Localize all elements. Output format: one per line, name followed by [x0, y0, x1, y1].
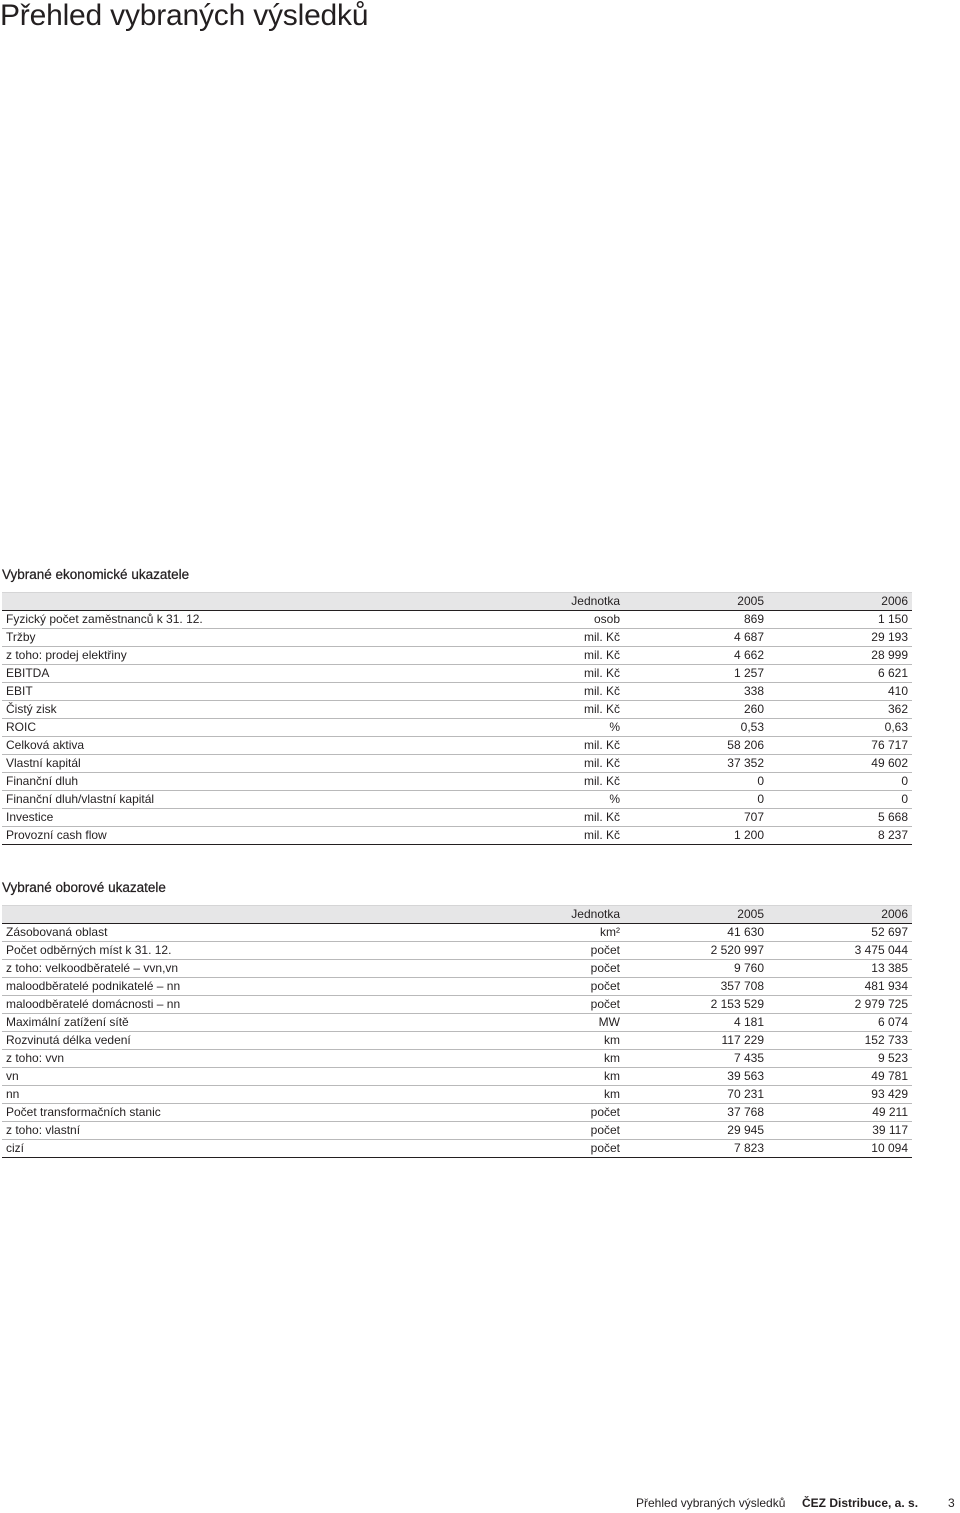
row-value-2005: 70 231 [624, 1086, 768, 1104]
row-unit: mil. Kč [457, 737, 624, 755]
row-value-2005: 0 [624, 773, 768, 791]
row-value-2005: 2 520 997 [624, 942, 768, 960]
row-value-2006: 0 [768, 791, 912, 809]
table-row [2, 773, 912, 791]
row-value-2006: 410 [768, 683, 912, 701]
row-label: Počet odběrných míst k 31. 12. [2, 942, 457, 960]
row-value-2005: 338 [624, 683, 768, 701]
row-label: z toho: prodej elektřiny [2, 647, 457, 665]
row-unit: mil. Kč [457, 827, 624, 845]
industry-indicators-body [2, 924, 912, 1158]
table-row [2, 629, 912, 647]
row-value-2006: 2 979 725 [768, 996, 912, 1014]
economic-indicators-section [2, 566, 912, 845]
row-unit: mil. Kč [457, 755, 624, 773]
row-unit: km [457, 1086, 624, 1104]
row-value-2006: 93 429 [768, 1086, 912, 1104]
row-unit: počet [457, 1104, 624, 1122]
row-value-2006: 76 717 [768, 737, 912, 755]
row-value-2005: 37 768 [624, 1104, 768, 1122]
row-label: Vlastní kapitál [2, 755, 457, 773]
row-value-2005: 869 [624, 611, 768, 629]
row-value-2006: 49 781 [768, 1068, 912, 1086]
row-label: nn [2, 1086, 457, 1104]
row-label: Finanční dluh/vlastní kapitál [2, 791, 457, 809]
row-value-2005: 58 206 [624, 737, 768, 755]
row-value-2006: 5 668 [768, 809, 912, 827]
row-label: maloodběratelé podnikatelé – nn [2, 978, 457, 996]
row-unit: počet [457, 978, 624, 996]
industry-indicators-table [2, 905, 912, 1158]
row-value-2006: 0,63 [768, 719, 912, 737]
row-value-2005: 37 352 [624, 755, 768, 773]
row-label: z toho: vvn [2, 1050, 457, 1068]
row-value-2006: 28 999 [768, 647, 912, 665]
row-value-2005: 1 257 [624, 665, 768, 683]
row-value-2006: 481 934 [768, 978, 912, 996]
row-unit: počet [457, 960, 624, 978]
row-unit: % [457, 719, 624, 737]
row-label: z toho: vlastní [2, 1122, 457, 1140]
row-unit: mil. Kč [457, 665, 624, 683]
row-unit: mil. Kč [457, 773, 624, 791]
header-empty [2, 906, 457, 924]
row-value-2005: 117 229 [624, 1032, 768, 1050]
row-unit: mil. Kč [457, 629, 624, 647]
row-value-2006: 52 697 [768, 924, 912, 942]
row-value-2006: 10 094 [768, 1140, 912, 1158]
row-value-2006: 29 193 [768, 629, 912, 647]
row-label: Rozvinutá délka vedení [2, 1032, 457, 1050]
row-value-2006: 39 117 [768, 1122, 912, 1140]
row-unit: mil. Kč [457, 701, 624, 719]
economic-indicators-table [2, 592, 912, 845]
row-value-2006: 362 [768, 701, 912, 719]
table-header-row [2, 906, 912, 924]
row-label: Zásobovaná oblast [2, 924, 457, 942]
header-unit: Jednotka [457, 906, 624, 924]
row-value-2005: 707 [624, 809, 768, 827]
row-unit: počet [457, 1122, 624, 1140]
row-label: vn [2, 1068, 457, 1086]
row-unit: počet [457, 942, 624, 960]
row-unit: počet [457, 1140, 624, 1158]
page-title: Přehled vybraných výsledků [0, 0, 369, 32]
row-label: z toho: velkoodběratelé – vvn,vn [2, 960, 457, 978]
row-value-2006: 49 602 [768, 755, 912, 773]
table-row [2, 755, 912, 773]
table-row [2, 978, 912, 996]
table-row [2, 719, 912, 737]
row-unit: km [457, 1050, 624, 1068]
row-label: Počet transformačních stanic [2, 1104, 457, 1122]
row-label: EBITDA [2, 665, 457, 683]
header-empty [2, 593, 457, 611]
table-row [2, 1104, 912, 1122]
row-unit: MW [457, 1014, 624, 1032]
header-year-2005: 2005 [624, 906, 768, 924]
table-row [2, 996, 912, 1014]
table-row [2, 1014, 912, 1032]
row-value-2005: 9 760 [624, 960, 768, 978]
row-value-2005: 4 662 [624, 647, 768, 665]
row-value-2005: 39 563 [624, 1068, 768, 1086]
row-value-2006: 6 074 [768, 1014, 912, 1032]
row-value-2006: 1 150 [768, 611, 912, 629]
row-value-2006: 152 733 [768, 1032, 912, 1050]
row-label: ROIC [2, 719, 457, 737]
row-unit: mil. Kč [457, 683, 624, 701]
row-unit: km [457, 1068, 624, 1086]
row-value-2005: 29 945 [624, 1122, 768, 1140]
row-label: Maximální zatížení sítě [2, 1014, 457, 1032]
row-value-2005: 4 687 [624, 629, 768, 647]
table-row [2, 701, 912, 719]
row-value-2005: 41 630 [624, 924, 768, 942]
table-row [2, 1050, 912, 1068]
row-label: Finanční dluh [2, 773, 457, 791]
economic-indicators-title: Vybrané ekonomické ukazatele [2, 567, 190, 582]
table-row [2, 827, 912, 845]
industry-indicators-section [2, 879, 912, 1158]
row-label: EBIT [2, 683, 457, 701]
row-label: Tržby [2, 629, 457, 647]
table-row [2, 647, 912, 665]
row-unit: % [457, 791, 624, 809]
table-row [2, 1122, 912, 1140]
row-value-2006: 6 621 [768, 665, 912, 683]
row-value-2005: 260 [624, 701, 768, 719]
row-unit: km [457, 1032, 624, 1050]
row-value-2005: 7 435 [624, 1050, 768, 1068]
table-row [2, 665, 912, 683]
table-row [2, 1086, 912, 1104]
table-row [2, 737, 912, 755]
row-value-2005: 4 181 [624, 1014, 768, 1032]
row-unit: mil. Kč [457, 647, 624, 665]
row-label: maloodběratelé domácnosti – nn [2, 996, 457, 1014]
table-row [2, 791, 912, 809]
table-row [2, 611, 912, 629]
table-row [2, 1140, 912, 1158]
footer-company-name: ČEZ Distribuce, a. s. [802, 1496, 919, 1510]
table-header-row [2, 593, 912, 611]
header-unit: Jednotka [457, 593, 624, 611]
table-row [2, 809, 912, 827]
row-value-2005: 2 153 529 [624, 996, 768, 1014]
footer-page-number: 3 [948, 1496, 955, 1510]
header-year-2006: 2006 [768, 906, 912, 924]
footer-section-name: Přehled vybraných výsledků [636, 1496, 786, 1510]
row-value-2006: 8 237 [768, 827, 912, 845]
row-value-2006: 49 211 [768, 1104, 912, 1122]
row-label: Celková aktiva [2, 737, 457, 755]
row-value-2005: 357 708 [624, 978, 768, 996]
row-unit: km² [457, 924, 624, 942]
header-year-2005: 2005 [624, 593, 768, 611]
table-row [2, 942, 912, 960]
row-value-2006: 0 [768, 773, 912, 791]
economic-indicators-body [2, 611, 912, 845]
row-value-2005: 7 823 [624, 1140, 768, 1158]
row-value-2005: 0 [624, 791, 768, 809]
table-row [2, 960, 912, 978]
table-row [2, 1068, 912, 1086]
row-value-2006: 13 385 [768, 960, 912, 978]
table-row [2, 683, 912, 701]
row-value-2005: 1 200 [624, 827, 768, 845]
industry-indicators-title: Vybrané oborové ukazatele [2, 880, 166, 895]
row-unit: mil. Kč [457, 809, 624, 827]
row-unit: osob [457, 611, 624, 629]
row-value-2006: 9 523 [768, 1050, 912, 1068]
row-label: cizí [2, 1140, 457, 1158]
row-label: Provozní cash flow [2, 827, 457, 845]
row-label: Investice [2, 809, 457, 827]
row-value-2006: 3 475 044 [768, 942, 912, 960]
row-value-2005: 0,53 [624, 719, 768, 737]
row-label: Čistý zisk [2, 701, 457, 719]
row-unit: počet [457, 996, 624, 1014]
row-label: Fyzický počet zaměstnanců k 31. 12. [2, 611, 457, 629]
table-row [2, 924, 912, 942]
table-row [2, 1032, 912, 1050]
header-year-2006: 2006 [768, 593, 912, 611]
